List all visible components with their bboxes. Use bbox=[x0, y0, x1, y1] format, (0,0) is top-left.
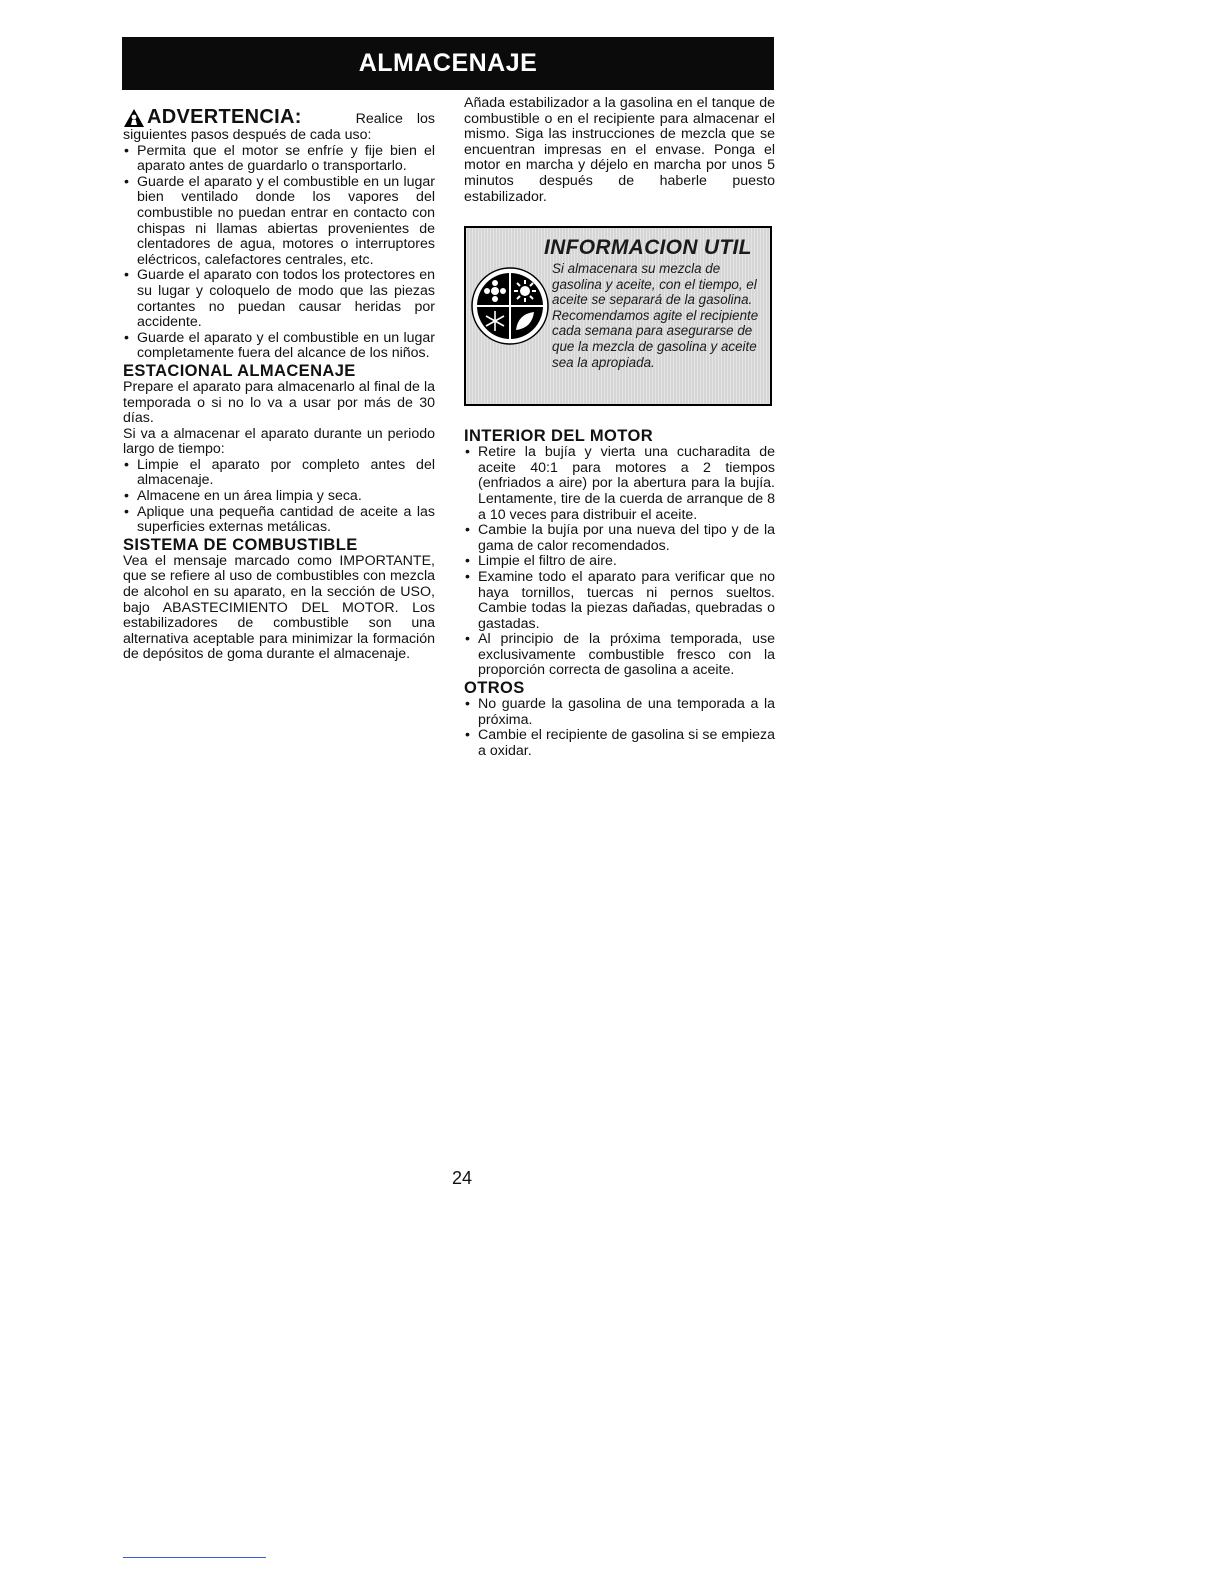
warning-heading-line bbox=[123, 100, 435, 128]
warning-triangle-icon bbox=[123, 108, 145, 128]
list-item: • Cambie el recipiente de gasolina si se empieza a oxidar. bbox=[464, 728, 775, 759]
info-box-title: INFORMACION UTIL bbox=[544, 236, 752, 259]
paragraph: Añada estabilizador a la gasolina en el tanque de combustible o en el recipiente para almacenar el mismo. Siga las instrucciones de mezcla que se encuentran impresas en el envase. Ponga el motor en marcha y déjelo en marcha por unos 5 minutos después de haberle puesto estabilizador. bbox=[464, 95, 775, 205]
list-item: • Examine todo el aparato para verificar que no haya tornillos, tuercas ni pernos sueltos. Cambie todas la piezas dañadas, quebradas o gastadas. bbox=[464, 570, 775, 632]
list-item: • Guarde el aparato con todos los protectores en su lugar y coloquelo de modo que las piezas cortantes no puedan causar heridas por accidente. bbox=[123, 268, 435, 330]
warning-label bbox=[123, 106, 302, 128]
list-item: • Limpie el aparato por completo antes del almacenaje. bbox=[123, 458, 435, 489]
list-item: • Guarde el aparato y el combustible en un lugar bien ventilado donde los vapores del combustible no puedan entrar en contacto con chispas ni llamas abiertas provenientes de clentadores de agua, motores o interruptores eléctricos, calefactores centrales, etc. bbox=[123, 175, 435, 269]
list-item: • Aplique una pequeña cantidad de aceite a las superficies externas metálicas. bbox=[123, 505, 435, 536]
footer-divider bbox=[123, 1557, 266, 1558]
interior-list bbox=[464, 445, 775, 679]
warning-lead-text: Realice los bbox=[355, 111, 435, 127]
seasons-emblem-icon bbox=[470, 266, 550, 346]
section-header-bar bbox=[122, 37, 774, 90]
list-item: • No guarde la gasolina de una temporada a la próxima. bbox=[464, 697, 775, 728]
otros-list bbox=[464, 697, 775, 759]
info-box-text: Si almacenara su mezcla de gasolina y aceite, con el tiempo, el aceite se separará de la gasolina. Recomendamos agite el recipiente cada semana para asegurarse de que la mezcla de gasolina y aceite sea la apropiada. bbox=[552, 261, 759, 370]
paragraph: Si va a almacenar el aparato durante un periodo largo de tiempo: bbox=[123, 425, 435, 458]
list-item: • Guarde el aparato y el combustible en un lugar completamente fuera del alcance de los niños. bbox=[123, 331, 435, 362]
paragraph: Vea el mensaje marcado como IMPORTANTE, que se refiere al uso de combustibles con mezcla de alcohol en su aparato, en la sección de USO, bajo ABASTECIMIENTO DEL MOTOR. Los estabilizadores de combustible son una alternativa aceptable para minimizar la formación de depósitos de goma durante el almacenaje. bbox=[123, 552, 435, 663]
page-title: ALMACENAJE bbox=[358, 49, 538, 77]
list-item: • Cambie la bujía por una nueva del tipo y de la gama de calor recomendados. bbox=[464, 523, 775, 554]
estacional-list bbox=[123, 458, 435, 536]
section-heading-estacional: ESTACIONAL ALMACENAJE bbox=[123, 361, 356, 380]
warning-label-text: ADVERTENCIA: bbox=[147, 106, 302, 128]
page-number: 24 bbox=[451, 1168, 473, 1188]
warning-list bbox=[123, 144, 435, 362]
list-item: • Retire la bujía y vierta una cucharadita de aceite 40:1 para motores a 2 tiempos (enfriados a aire) por la abertura para la bujía. Lentamente, tire de la cuerda de arranque de 8 a 10 veces para distribuir el aceite. bbox=[464, 445, 775, 523]
list-item: • Al principio de la próxima temporada, use exclusivamente combustible fresco con la proporción correcta de gasolina a aceite. bbox=[464, 632, 775, 679]
sun-icon bbox=[514, 280, 536, 302]
list-item: • Limpie el filtro de aire. bbox=[464, 554, 775, 570]
right-column bbox=[464, 96, 775, 759]
section-heading-otros: OTROS bbox=[464, 679, 525, 698]
paragraph: Prepare el aparato para almacenarlo al final de la temporada o si no lo va a usar por más de 30 días. bbox=[123, 378, 435, 427]
list-item: • Almacene en un área limpia y seca. bbox=[123, 489, 435, 505]
info-box bbox=[464, 226, 772, 406]
warning-lead-continuation: siguientes pasos después de cada uso: bbox=[123, 127, 372, 143]
list-item: • Permita que el motor se enfríe y fije bien el aparato antes de guardarlo o transportarlo. bbox=[123, 144, 435, 175]
left-column bbox=[123, 100, 435, 663]
section-heading-interior: INTERIOR DEL MOTOR bbox=[464, 427, 654, 446]
section-heading-sistema: SISTEMA DE COMBUSTIBLE bbox=[123, 535, 358, 554]
